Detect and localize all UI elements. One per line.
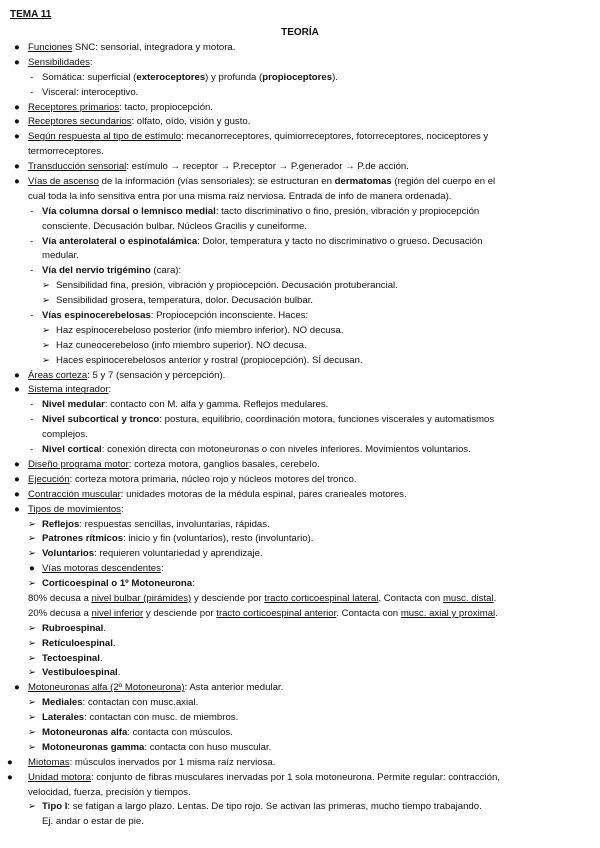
item-tipo-1: ➢ Tipo I: se fatigan a largo plazo. Lentas. De tipo rojo. Se activan las primeras, mucho tiempo trabajando. bbox=[0, 800, 600, 815]
item-80-decusa: 80% decusa a nivel bulbar (pirámides) y desciende por tracto corticoespinal lateral. Contacta con musc. distal. bbox=[28, 592, 497, 604]
item-segun-cont: termorreceptores. bbox=[28, 146, 104, 158]
item-20-decusa: 20% decusa a nivel inferior y desciende por tracto corticoespinal anterior. Contacta con musc. axial y proximal. bbox=[28, 607, 498, 619]
item-mot-alfa: ➢ Motoneuronas alfa: contacta con músculos. bbox=[0, 726, 600, 741]
arrow-bullet-icon: ➢ bbox=[28, 548, 37, 560]
arrow-bullet-icon: ➢ bbox=[42, 280, 51, 292]
item-trigemino-fina: ➢ Sensibilidad fina, presión, vibración y propiocepción. Decusación protuberancial. bbox=[0, 279, 600, 294]
arrow-bullet-icon: ➢ bbox=[28, 518, 37, 530]
item-haz-posterior: ➢ Haz espinocerebeloso posterior (info miembro inferior). NO decusa. bbox=[0, 324, 600, 339]
bullet-dot: ● bbox=[14, 56, 20, 68]
item-somatica: - Somática: superficial (exteroceptores) y profunda (propioceptores). bbox=[0, 71, 600, 86]
bullet-dot: ● bbox=[14, 369, 20, 381]
bullet-dash: - bbox=[30, 265, 34, 277]
arrow-bullet-icon: ➢ bbox=[28, 726, 37, 738]
item-vias-descendentes: ● Vías motoras descendentes: bbox=[0, 562, 600, 577]
item-espinocerebelosas: - Vías espinocerebelosas: Propiocepción inconsciente. Haces: bbox=[0, 309, 600, 324]
item-sistema-integrador: ● Sistema integrador: bbox=[0, 383, 600, 398]
teoria-title: TEORÍA bbox=[281, 27, 319, 38]
bullet-dot: ● bbox=[14, 176, 20, 188]
arrow-bullet-icon: ➢ bbox=[28, 712, 37, 724]
item-patrones: ➢ Patrones rítmicos: inicio y fin (voluntarios), resto (involuntario). bbox=[0, 532, 600, 547]
arrow-bullet-icon: ➢ bbox=[42, 324, 51, 336]
arrow-bullet-icon: ➢ bbox=[28, 667, 37, 679]
bullet-dot: ● bbox=[14, 473, 20, 485]
bullet-dash: - bbox=[30, 235, 34, 247]
bullet-dot: ● bbox=[14, 131, 20, 143]
item-segun-respuesta: ● Según respuesta al tipo de estímulo: mecanorreceptores, quimiorreceptores, fotorreceptores, nociceptores y bbox=[0, 130, 600, 145]
bullet-dash: - bbox=[30, 444, 34, 456]
item-tectoespinal: ➢ Tectoespinal. bbox=[0, 652, 600, 667]
arrow-bullet-icon: ➢ bbox=[28, 801, 37, 813]
item-receptores-primarios: ● Receptores primarios: tacto, propiocepción. bbox=[0, 101, 600, 116]
bullet-dash: - bbox=[30, 71, 34, 83]
label: Sensibilidades bbox=[28, 56, 90, 68]
item-tipos-movimientos: ● Tipos de movimientos: bbox=[0, 503, 600, 518]
item-funciones bbox=[0, 41, 600, 56]
item-voluntarios: ➢ Voluntarios: requieren voluntariedad y aprendizaje. bbox=[0, 547, 600, 562]
item-transduccion: ● Transducción sensorial: estímulo → receptor → P.receptor → P.generador → P.de acción. bbox=[0, 160, 600, 175]
item-trigemino-grosera: ➢ Sensibilidad grosera, temperatura, dolor. Decusación bulbar. bbox=[0, 294, 600, 309]
arrow-bullet-icon: ➢ bbox=[28, 652, 37, 664]
bullet-dot: ● bbox=[14, 458, 20, 470]
text: SNC: sensorial, integradora y motora. bbox=[72, 42, 236, 53]
bullet-dot: ● bbox=[14, 161, 20, 173]
item-vestibuloespinal: ➢ Vestibuloespinal. bbox=[0, 666, 600, 681]
item-diseno-programa: ● Diseño programa motor: corteza motora, ganglios basales, cerebelo. bbox=[0, 458, 600, 473]
bullet-dot: ● bbox=[14, 101, 20, 113]
bullet-dot: ● bbox=[14, 488, 20, 500]
item-haz-cuneo: ➢ Haz cuneocerebeloso (info miembro superior). NO decusa. bbox=[0, 339, 600, 354]
item-trigemino: - Vía del nervio trigémino (cara): bbox=[0, 264, 600, 279]
item-ejecucion: ● Ejecución: corteza motora primaria, núcleo rojo y núcleos motores del tronco. bbox=[0, 473, 600, 488]
item-nivel-subcortical: - Nivel subcortical y tronco: postura, equilibrio, coordinación motora, funciones viscerales y automatismos bbox=[0, 413, 600, 428]
arrow-bullet-icon: ➢ bbox=[28, 578, 37, 590]
item-unidad-motora-cont: velocidad, fuerza, precisión y tiempos. bbox=[28, 786, 191, 798]
label: Funciones bbox=[28, 42, 73, 53]
item-anterolateral: - Vía anterolateral o espinotalámica: Dolor, temperatura y tacto no discriminativo o grueso. Decusación bbox=[0, 235, 600, 250]
bullet-dot: ● bbox=[7, 756, 13, 768]
item-unidad-motora: ● Unidad motora: conjunto de fibras musculares inervadas por 1 sola motoneurona. Permite regular: contracción, bbox=[0, 771, 600, 786]
bullet-dot: ● bbox=[14, 42, 20, 53]
arrow-bullet-icon: ➢ bbox=[28, 533, 37, 545]
bullet-dot: ● bbox=[14, 503, 20, 515]
item-mediales: ➢ Mediales: contactan con musc.axial. bbox=[0, 696, 600, 711]
item-mot-gamma: ➢ Motoneuronas gamma: contacta con huso muscular. bbox=[0, 741, 600, 756]
item-nivel-medular: - Nivel medular: contacto con M. alfa y gamma. Reflejos medulares. bbox=[0, 398, 600, 413]
item-nivel-cortical: - Nivel cortical: conexión directa con motoneuronas o con niveles inferiores. Movimientos voluntarios. bbox=[0, 443, 600, 458]
item-vias-ascenso: ● Vías de ascenso de la información (vías sensoriales): se estructuran en dermatomas (región del cuerpo en el bbox=[0, 175, 600, 190]
item-contraccion: ● Contracción muscular: unidades motoras de la médula espinal, pares craneales motores. bbox=[0, 488, 600, 503]
arrow-bullet-icon: ➢ bbox=[28, 697, 37, 709]
notes-body bbox=[0, 41, 600, 830]
bullet-dash: - bbox=[30, 414, 34, 426]
bullet-dash: - bbox=[30, 86, 34, 98]
bullet-dot: ● bbox=[14, 682, 20, 694]
bullet-dot: ● bbox=[14, 116, 20, 128]
item-haces-anterior: ➢ Haces espinocerebelosos anterior y rostral (propiocepción). SÍ decusan. bbox=[0, 354, 600, 369]
item-sensibilidades: ● Sensibilidades: bbox=[0, 56, 600, 71]
arrow-bullet-icon: ➢ bbox=[28, 741, 37, 753]
item-areas-corteza: ● Áreas corteza: 5 y 7 (sensación y percepción). bbox=[0, 369, 600, 384]
item-nivel-subcortical-cont: complejos. bbox=[42, 429, 88, 441]
arrow-bullet-icon: ➢ bbox=[42, 354, 51, 366]
item-columna-dorsal-cont: consciente. Decusación bulbar. Núcleos Gracilis y cuneiforme. bbox=[42, 220, 308, 232]
item-laterales: ➢ Laterales: contactan con musc. de miembros. bbox=[0, 711, 600, 726]
item-receptores-secundarios: ● Receptores secundarios: olfato, oído, visión y gusto. bbox=[0, 115, 600, 130]
arrow-bullet-icon: ➢ bbox=[28, 622, 37, 634]
tema-heading: TEMA 11 bbox=[10, 9, 52, 20]
item-reflejos: ➢ Reflejos: respuestas sencillas, involuntarias, rápidas. bbox=[0, 518, 600, 533]
item-corticoespinal: ➢ Corticoespinal o 1º Motoneurona: bbox=[0, 577, 600, 592]
item-motoneuronas-alfa: ● Motoneuronas alfa (2º Motoneurona): Asta anterior medular. bbox=[0, 681, 600, 696]
bullet-dash: - bbox=[30, 310, 34, 322]
bullet-dot: ● bbox=[7, 771, 13, 783]
bullet-dot: ● bbox=[29, 563, 35, 575]
item-miotomas: ● Miotomas: músculos inervados por 1 misma raíz nerviosa. bbox=[0, 756, 600, 771]
item-visceral: - Visceral: interoceptivo. bbox=[0, 86, 600, 101]
item-anterolateral-cont: medular. bbox=[42, 250, 79, 262]
item-columna-dorsal: - Vía columna dorsal o lemnisco medial: tacto discriminativo o fino, presión, vibración y propiocepción bbox=[0, 205, 600, 220]
item-reticuloespinal: ➢ Retículoespinal. bbox=[0, 637, 600, 652]
item-vias-ascenso-cont: cual toda la info sensitiva entra por una misma raíz nerviosa. Entrada de info de manera ordenada). bbox=[28, 190, 452, 202]
bullet-dash: - bbox=[30, 205, 34, 217]
bullet-dash: - bbox=[30, 399, 34, 411]
arrow-bullet-icon: ➢ bbox=[42, 339, 51, 351]
bullet-dot: ● bbox=[14, 384, 20, 396]
arrow-bullet-icon: ➢ bbox=[28, 637, 37, 649]
arrow-bullet-icon: ➢ bbox=[42, 295, 51, 307]
item-rubroespinal: ➢ Rubroespinal. bbox=[0, 622, 600, 637]
item-tipo-1-cont: Ej. andar o estar de pie. bbox=[42, 816, 144, 828]
